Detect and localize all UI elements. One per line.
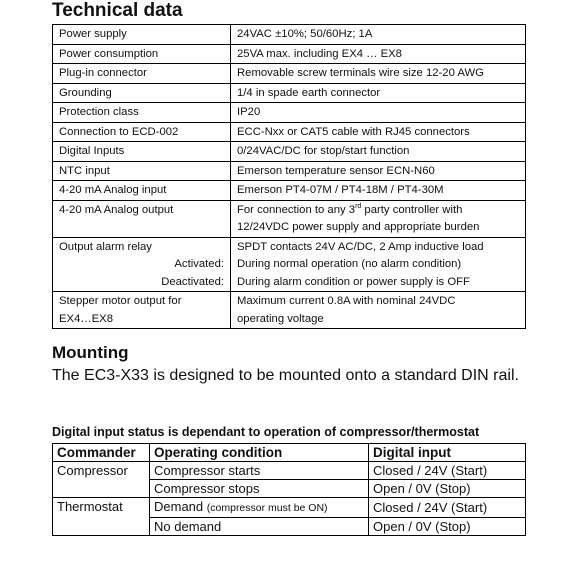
table-row <box>53 83 526 103</box>
table-row <box>53 122 526 142</box>
activated-label: Activated: <box>174 258 224 270</box>
table-header-row <box>53 444 526 462</box>
mounting-heading: Mounting <box>52 343 129 362</box>
digital-input-caption: Digital input status is dependant to operation of compressor/thermostat <box>52 425 480 439</box>
spec-value-line: 12/24VDC power supply and appropriate burden <box>237 221 480 233</box>
superscript: rd <box>355 202 362 210</box>
spec-text: For connection to any 3 <box>237 203 356 216</box>
input-cell: Closed / 24V (Start) <box>369 462 526 480</box>
mounting-text: The EC3-X33 is designed to be mounted onto a standard DIN rail. <box>52 367 519 384</box>
spec-label: NTC input <box>53 161 231 181</box>
commander-cell: Compressor <box>53 462 150 498</box>
spec-value: 25VA max. including EX4 … EX8 <box>231 44 526 64</box>
spec-label: Power supply <box>53 25 231 45</box>
input-cell: Open / 0V (Stop) <box>369 480 526 498</box>
spec-value: 24VAC ±10%; 50/60Hz; 1A <box>231 25 526 45</box>
spec-label: Protection class <box>53 103 231 123</box>
commander-cell: Thermostat <box>53 498 150 536</box>
spec-label <box>53 237 231 292</box>
spec-value-line: Maximum current 0.8A with nominal 24VDC <box>237 295 456 307</box>
table-row <box>53 142 526 162</box>
digital-input-table <box>52 443 526 536</box>
spec-value-line: During normal operation (no alarm condition) <box>237 258 462 270</box>
condition-cell: Compressor starts <box>150 462 369 480</box>
spec-value <box>231 237 526 292</box>
table-row <box>53 462 526 480</box>
table-row <box>53 498 526 518</box>
spec-value: Emerson PT4-07M / PT4-18M / PT4-30M <box>231 181 526 201</box>
spec-value-line: During alarm condition or power supply is OFF <box>237 275 470 288</box>
column-header: Operating condition <box>150 444 369 462</box>
spec-value: Emerson temperature sensor ECN-N60 <box>231 161 526 181</box>
spec-label: 4-20 mA Analog input <box>53 181 231 201</box>
spec-value-line: operating voltage <box>237 312 324 325</box>
column-header: Digital input <box>369 444 526 462</box>
table-row <box>53 181 526 201</box>
condition-cell: No demand <box>150 518 369 536</box>
spec-value: 1/4 in spade earth connector <box>231 83 526 103</box>
spec-label-line: Stepper motor output for <box>59 295 182 307</box>
spec-value <box>231 292 526 329</box>
spec-label: Grounding <box>53 83 231 103</box>
spec-value-line: SPDT contacts 24V AC/DC, 2 Amp inductive load <box>237 240 484 253</box>
spec-text: party controller with <box>361 203 463 216</box>
condition-note: (compressor must be ON) <box>206 502 328 514</box>
spec-value: IP20 <box>231 103 526 123</box>
spec-value: Removable screw terminals wire size 12-20 AWG <box>231 64 526 84</box>
table-row <box>53 44 526 64</box>
deactivated-label: Deactivated: <box>161 275 224 288</box>
spec-label: Power consumption <box>53 44 231 64</box>
table-row <box>53 237 526 292</box>
technical-data-heading: Technical data <box>52 0 183 21</box>
spec-label: Digital Inputs <box>53 142 231 162</box>
spec-value <box>231 200 526 237</box>
spec-label <box>53 292 231 329</box>
condition-text: Demand <box>154 499 204 514</box>
table-row <box>53 200 526 237</box>
spec-label: 4-20 mA Analog output <box>53 200 231 237</box>
alarm-relay-label: Output alarm relay <box>59 240 152 253</box>
table-row <box>53 64 526 84</box>
spec-value-line <box>237 202 519 220</box>
spec-label-line: EX4…EX8 <box>59 312 114 325</box>
table-row <box>53 103 526 123</box>
table-row <box>53 25 526 45</box>
spec-label: Connection to ECD-002 <box>53 122 231 142</box>
input-cell: Closed / 24V (Start) <box>369 498 526 518</box>
column-header: Commander <box>53 444 150 462</box>
spec-value: ECC-Nxx or CAT5 cable with RJ45 connectors <box>231 122 526 142</box>
input-cell: Open / 0V (Stop) <box>369 518 526 536</box>
table-row <box>53 292 526 329</box>
spec-label: Plug-in connector <box>53 64 231 84</box>
spec-value: 0/24VAC/DC for stop/start function <box>231 142 526 162</box>
table-row <box>53 161 526 181</box>
condition-cell: Compressor stops <box>150 480 369 498</box>
condition-cell <box>150 498 369 518</box>
technical-data-table <box>52 24 526 329</box>
